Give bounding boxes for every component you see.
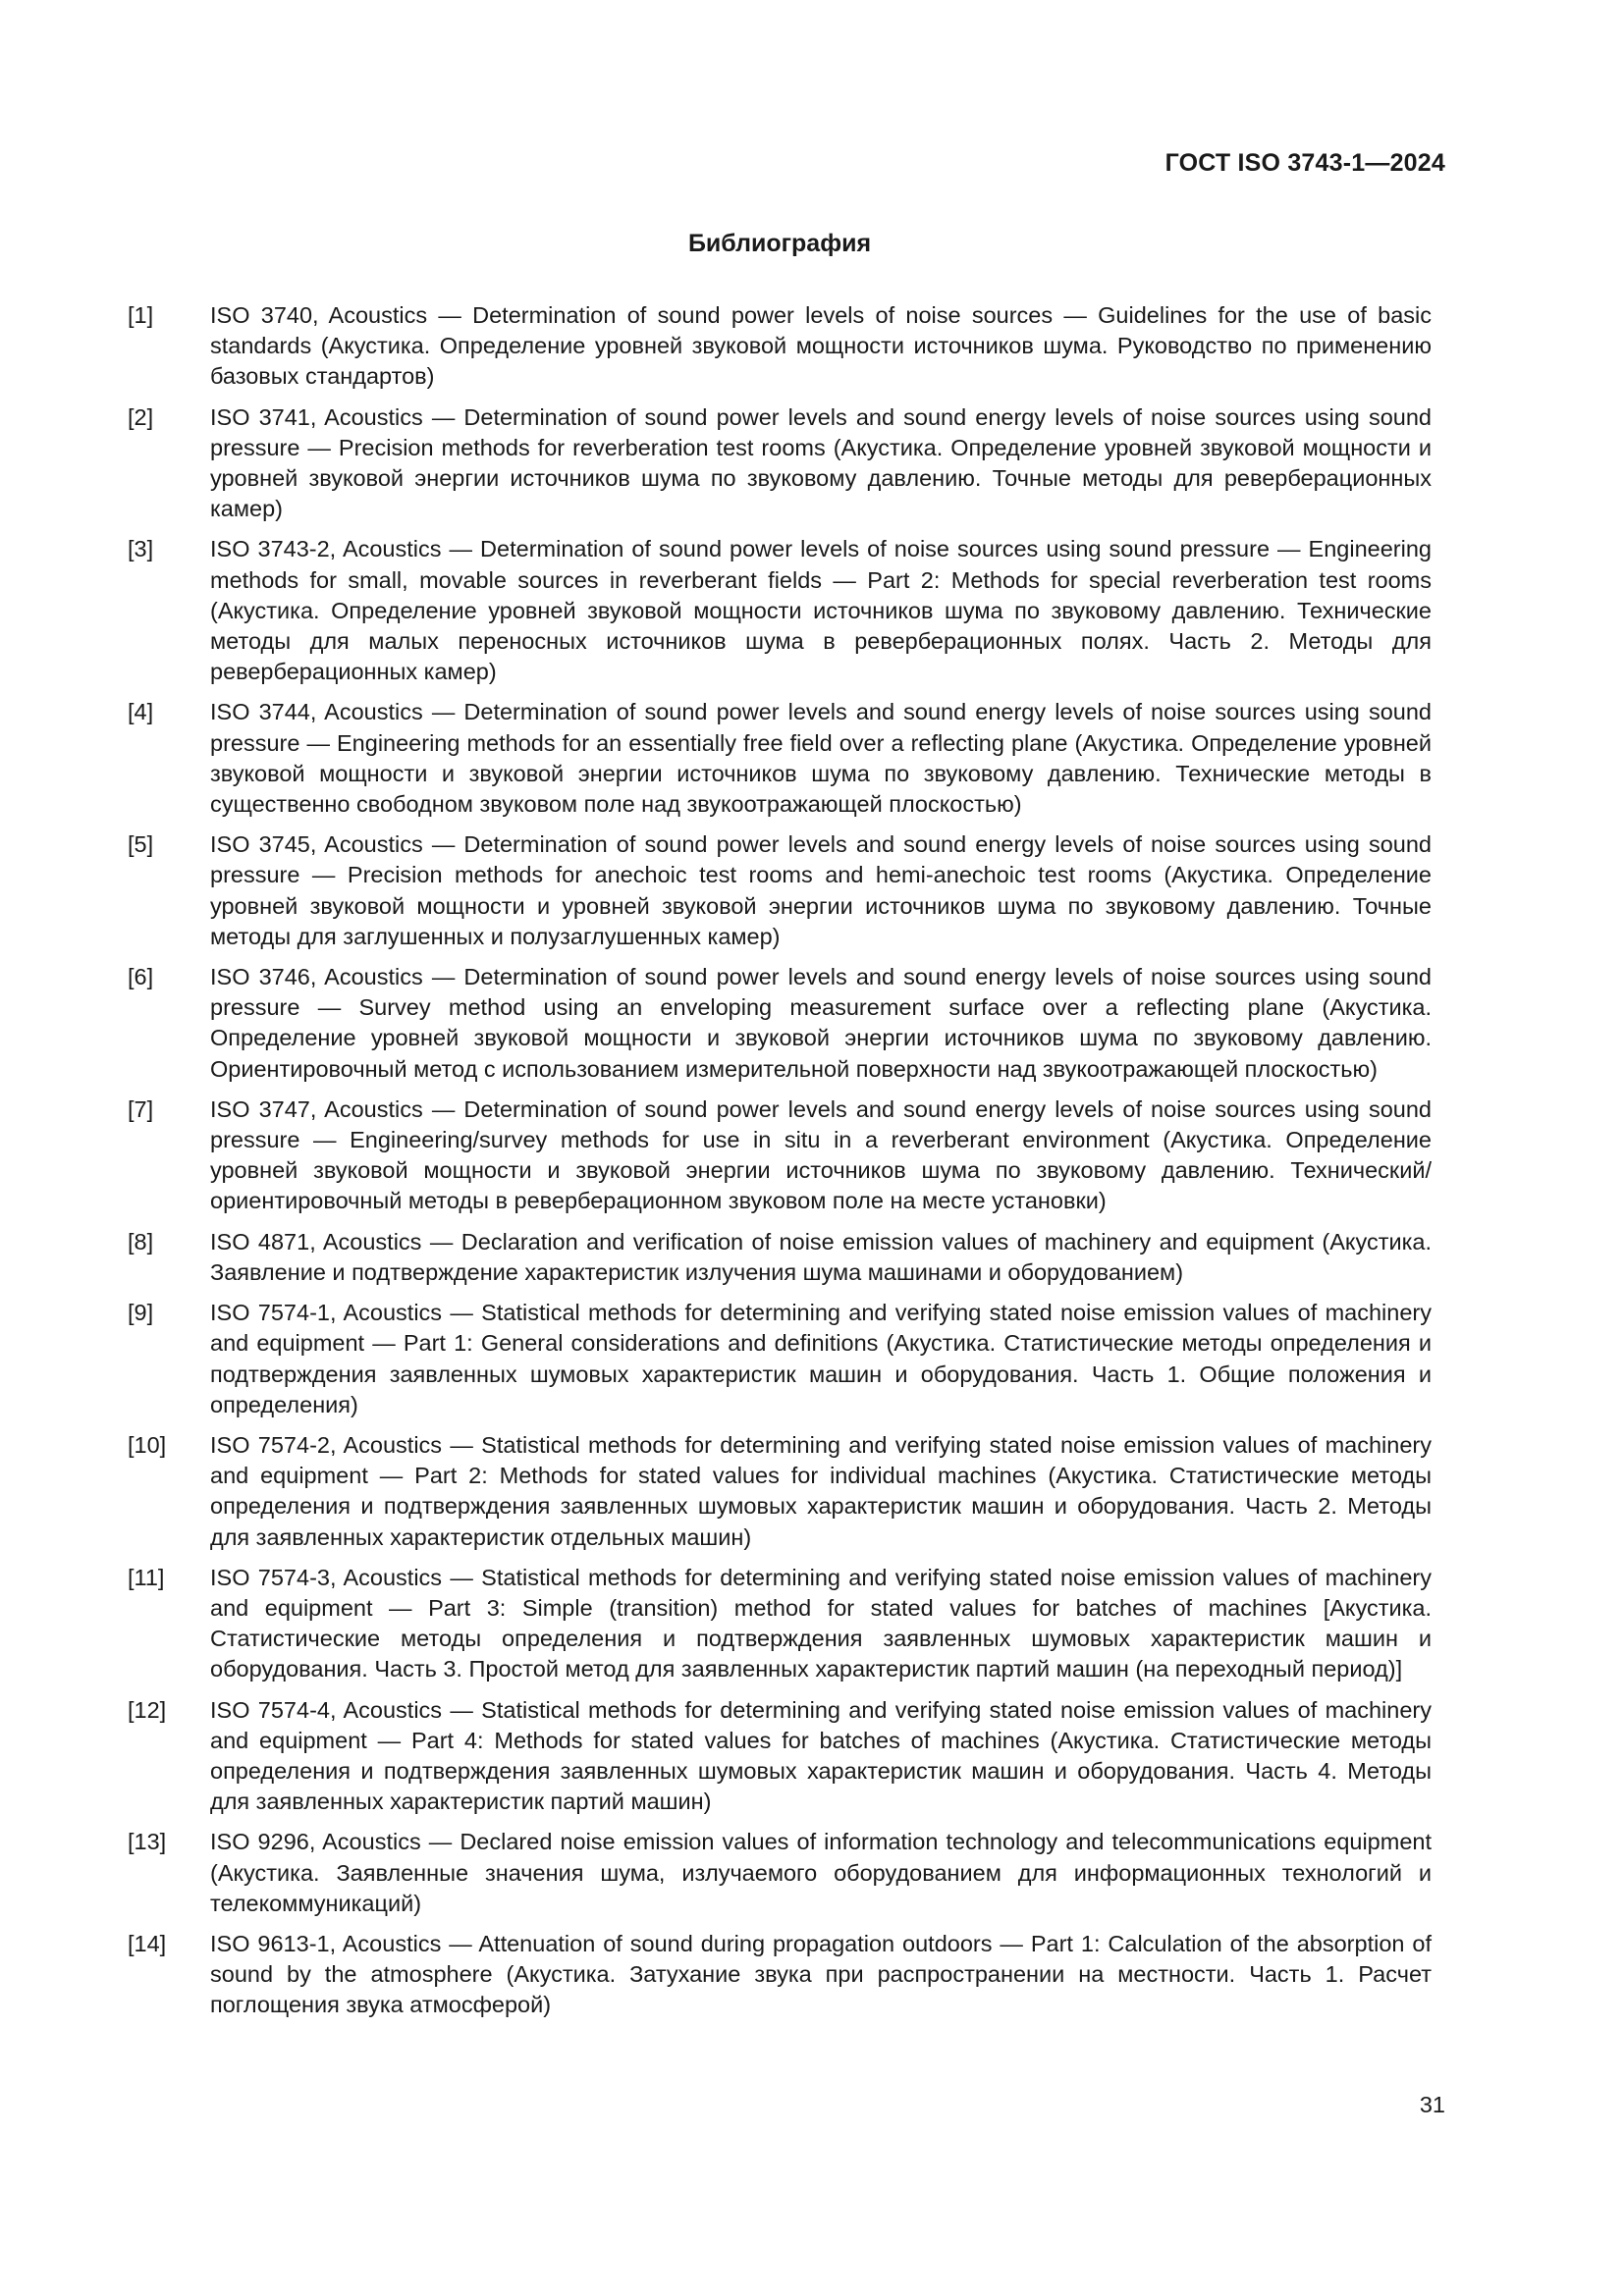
bibliography-entry — [128, 1095, 1432, 1217]
entry-number: [2] — [128, 403, 154, 430]
bibliography-entry — [128, 1695, 1432, 1818]
entry-text: ISO 7574-2, Acoustics — Statistical methods for determining and verifying stated noise emission values of machinery and equipment — Part 2: Methods for stated values for individual machines (Акустика. Статистические методы определения и подтверждения заявленных шумовых характеристик машин и оборудования. Часть 2. Методы для заявленных характеристик отдельных машин) — [210, 1431, 1432, 1550]
bibliography-entry — [128, 1227, 1432, 1288]
entry-number: [13] — [128, 1829, 167, 1855]
bibliography-entry — [128, 1929, 1432, 2021]
entry-number: [5] — [128, 831, 154, 858]
entry-text: ISO 7574-1, Acoustics — Statistical methods for determining and verifying stated noise emission values of machinery and equipment — Part 1: General considerations and definitions (Акустика. Статистические методы определения и подтверждения заявленных шумовых характеристик машин и оборудования. Часть 1. Общие положения и определения) — [210, 1300, 1432, 1417]
entry-text: ISO 3746, Acoustics — Determination of sound power levels and sound energy levels of noise sources using sound pressure — Survey method using an enveloping measurement surface over a reflecting plane (Акустика. Определение уровней звуковой мощности и звуковой энергии источников шума по звуковому давлению. Ориентировочный метод с использованием измерительной поверхности над звукоотражающей плоскостью) — [210, 964, 1432, 1082]
entry-number: [7] — [128, 1095, 154, 1122]
document-code: ГОСТ ISO 3743-1—2024 — [1164, 149, 1445, 177]
entry-number: [9] — [128, 1300, 154, 1326]
bibliography-entry — [128, 1298, 1432, 1420]
entry-text: ISO 9296, Acoustics — Declared noise emission values of information technology and telecommunications equipment (Акустика. Заявленные значения шума, излучаемого оборудованием для информационных технологий и телекоммуникаций) — [210, 1829, 1432, 1916]
bibliography-entry — [128, 1430, 1432, 1553]
bibliography-entry — [128, 534, 1432, 687]
bibliography-entry — [128, 829, 1432, 952]
entry-text: ISO 3740, Acoustics — Determination of sound power levels of noise sources — Guidelines for the use of basic standards (Акустика. Определение уровней звуковой мощности источников шума. Руководство по применению базовых стандартов) — [210, 302, 1432, 390]
entry-text: ISO 9613-1, Acoustics — Attenuation of sound during propagation outdoors — Part 1: Calculation of the absorption of sound by the atmosphere (Акустика. Затухание звука при распространении на местности. Часть 1. Расчет поглощения звука атмосферой) — [210, 1930, 1432, 2018]
entry-number: [10] — [128, 1431, 167, 1458]
bibliography-entry — [128, 1563, 1432, 1685]
entry-number: [11] — [128, 1564, 165, 1590]
page-number: 31 — [1419, 2092, 1445, 2117]
bibliography-list — [128, 300, 1432, 2031]
bibliography-entry — [128, 1827, 1432, 1919]
entry-number: [1] — [128, 302, 154, 328]
entry-text: ISO 7574-3, Acoustics — Statistical methods for determining and verifying stated noise emission values of machinery and equipment — Part 3: Simple (transition) method for stated values for batches of machines [Акустика. Статистические методы определения и подтверждения заявленных шумовых характеристик машин и оборудования. Часть 3. Простой метод для заявленных характеристик партий машин (на переходный период)] — [210, 1564, 1432, 1682]
entry-text: ISO 4871, Acoustics — Declaration and verification of noise emission values of machinery and equipment (Акустика. Заявление и подтверждение характеристик излучения шума машинами и оборудованием) — [210, 1228, 1432, 1285]
entry-text: ISO 3745, Acoustics — Determination of sound power levels and sound energy levels of noise sources using sound pressure — Precision methods for anechoic test rooms and hemi-anechoic test rooms (Акустика. Определение уровней звуковой мощности и уровней звуковой энергии источников шума по звуковому давлению. Точные методы для заглушенных и полузаглушенных камер) — [210, 831, 1432, 949]
bibliography-entry — [128, 962, 1432, 1085]
bibliography-entry — [128, 402, 1432, 525]
entry-text: ISO 3747, Acoustics — Determination of sound power levels and sound energy levels of noise sources using sound pressure — Engineering/survey methods for use in situ in a reverberant environment (Акустика. Определение уровней звуковой мощности и звуковой энергии источников шума по звуковому давлению. Технический/ориентировочный методы в реверберационном звуковом поле на месте установки) — [210, 1095, 1432, 1214]
entry-number: [4] — [128, 699, 154, 725]
entry-text: ISO 3744, Acoustics — Determination of sound power levels and sound energy levels of noise sources using sound pressure — Engineering methods for an essentially free field over a reflecting plane (Акустика. Определение уровней звуковой мощности и звуковой энергии источников шума по звуковому давлению. Технические методы в существенно свободном звуковом поле над звукоотражающей плоскостью) — [210, 699, 1432, 818]
bibliography-entry — [128, 697, 1432, 820]
entry-number: [8] — [128, 1228, 154, 1255]
entry-text: ISO 3743-2, Acoustics — Determination of sound power levels of noise sources using sound pressure — Engineering methods for small, movable sources in reverberant fields — Part 2: Methods for special reverberation test rooms (Акустика. Определение уровней звуковой мощности источников шума по звуковому давлению. Технические методы для малых переносных источников шума в реверберационных полях. Часть 2. Методы для реверберационных камер) — [210, 536, 1432, 685]
entry-number: [3] — [128, 536, 154, 562]
entry-number: [6] — [128, 964, 154, 990]
entry-number: [12] — [128, 1696, 167, 1723]
entry-number: [14] — [128, 1930, 167, 1956]
page-title: Библиография — [687, 230, 872, 257]
entry-text: ISO 3741, Acoustics — Determination of sound power levels and sound energy levels of noise sources using sound pressure — Precision methods for reverberation test rooms (Акустика. Определение уровней звуковой мощности и уровней звуковой энергии источников шума по звуковому давлению. Точные методы для реверберационных камер) — [210, 403, 1432, 522]
bibliography-entry — [128, 300, 1432, 393]
entry-text: ISO 7574-4, Acoustics — Statistical methods for determining and verifying stated noise emission values of machinery and equipment — Part 4: Methods for stated values for batches of machines (Акустика. Статистические методы определения и подтверждения заявленных шумовых характеристик машин и оборудования. Часть 4. Методы для заявленных характеристик партий машин) — [210, 1696, 1432, 1815]
